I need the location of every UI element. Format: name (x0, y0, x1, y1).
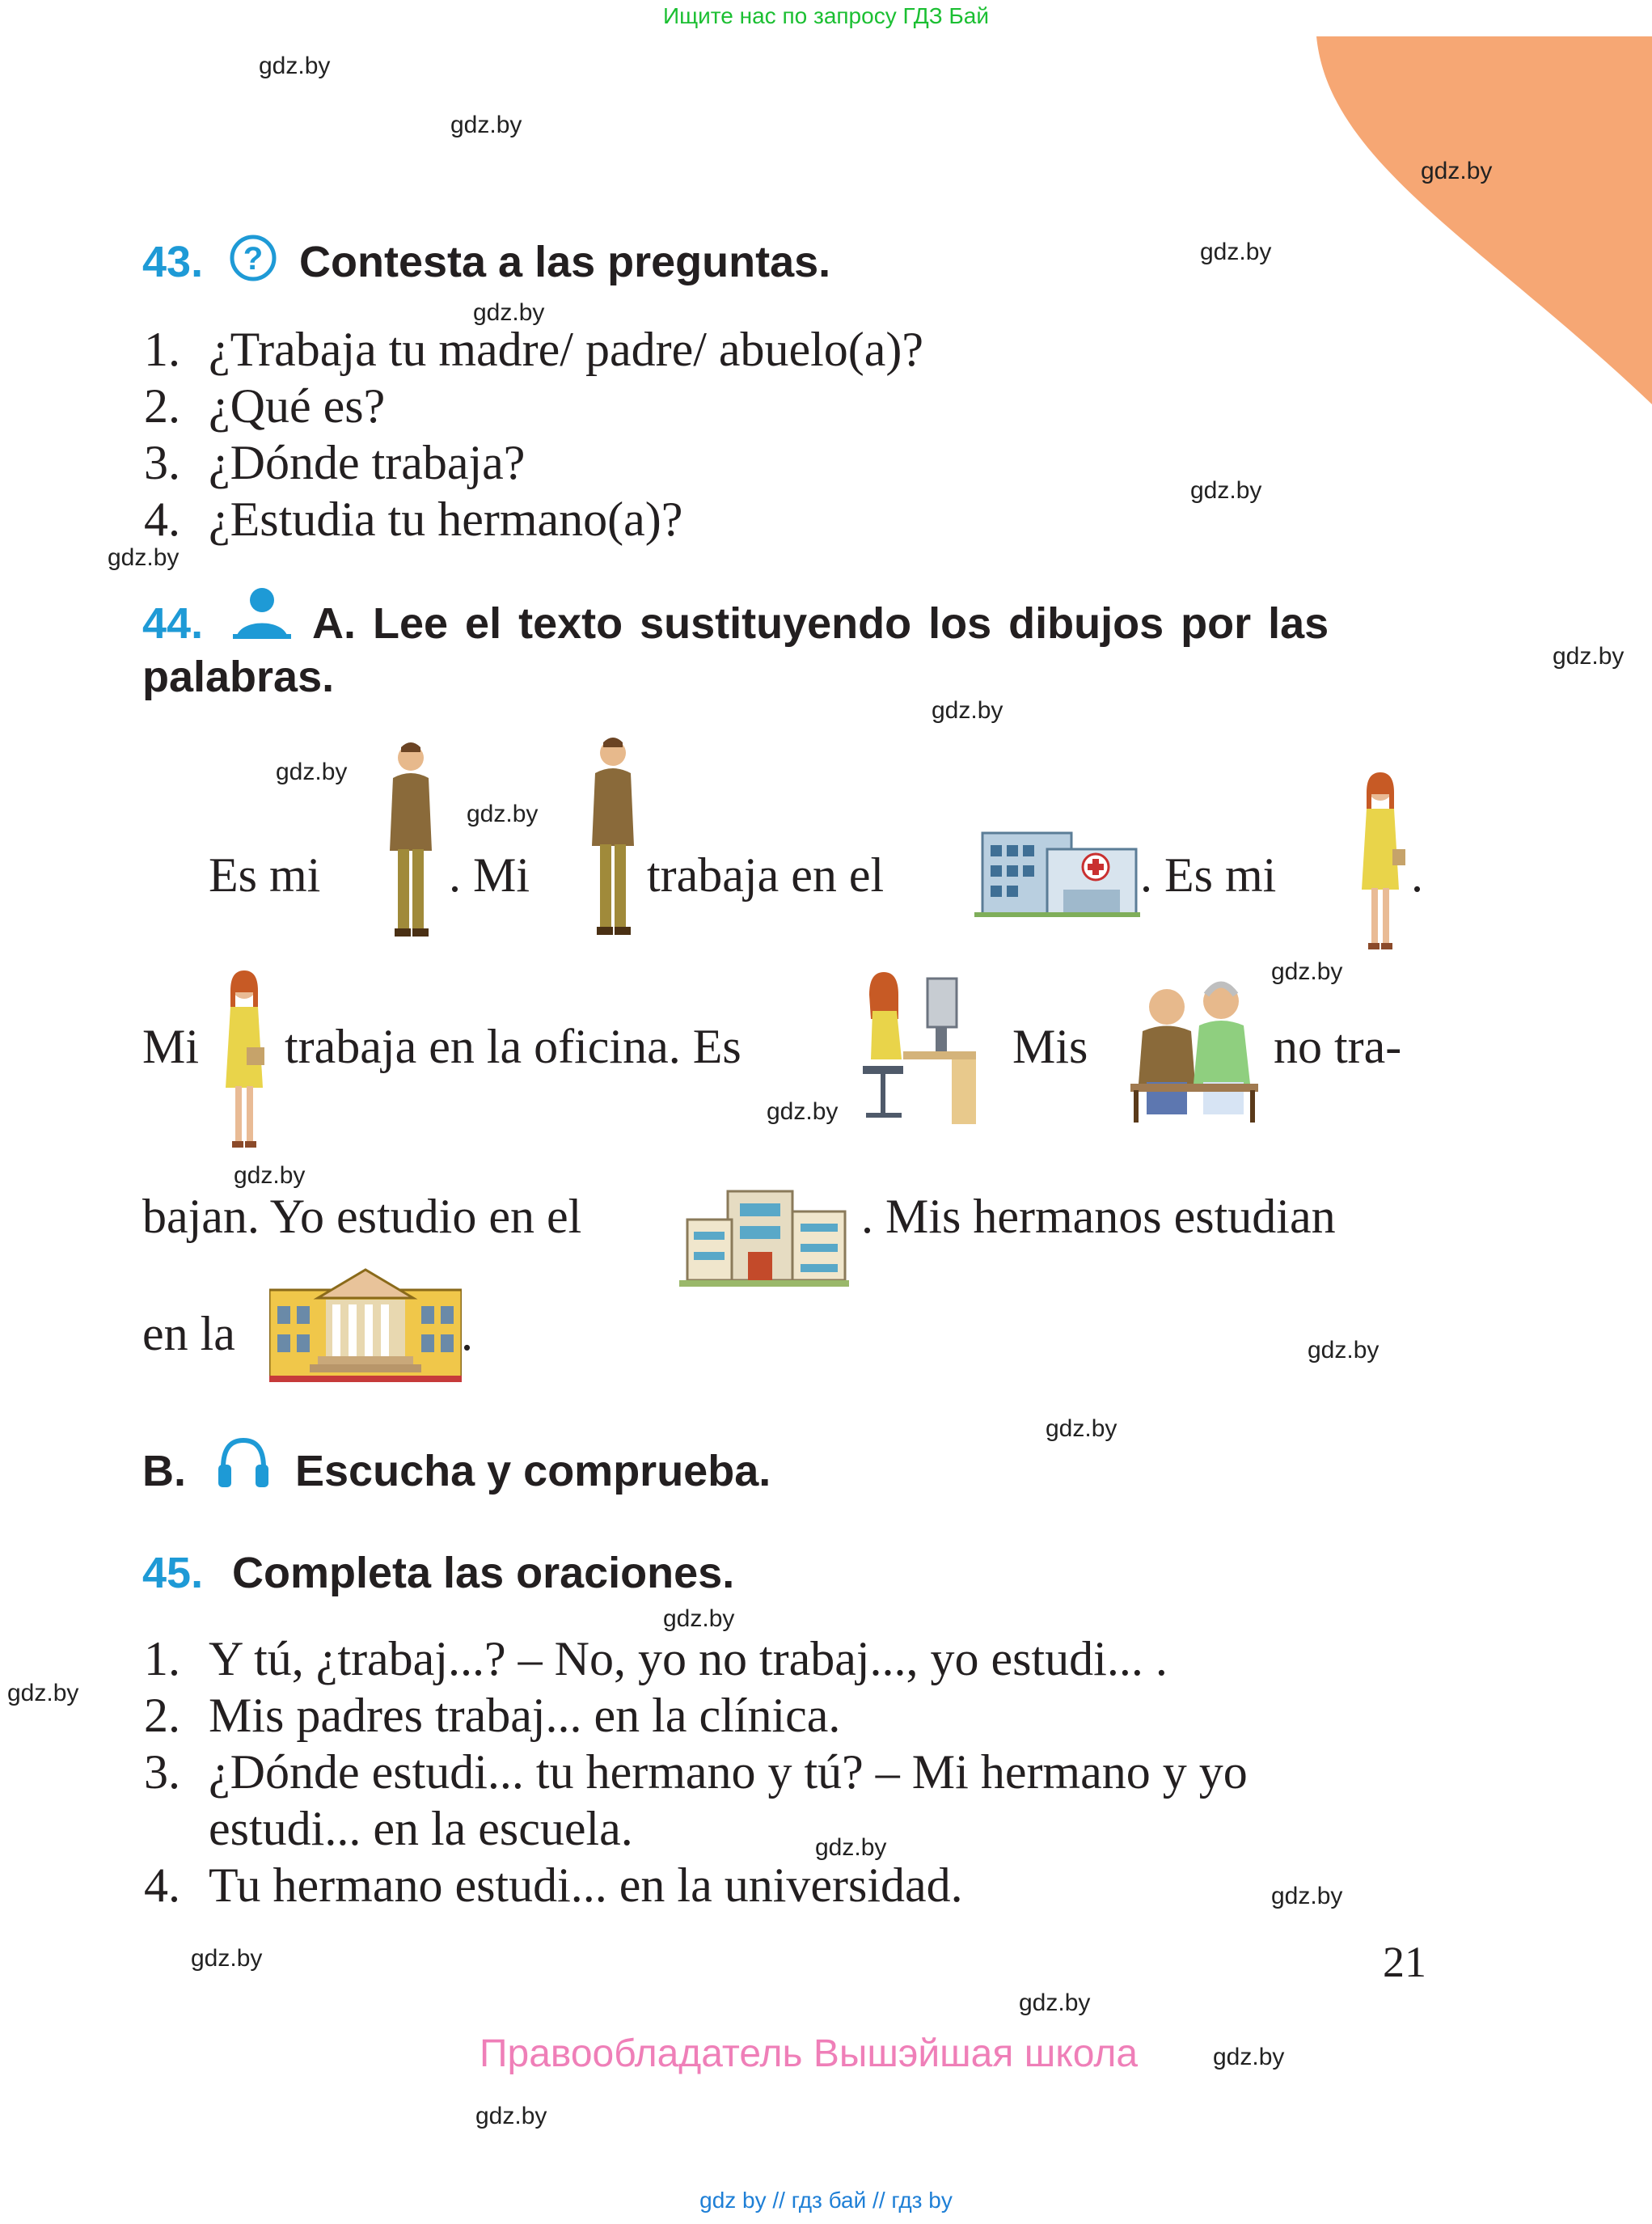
exercise-title: A. Lee el texto sustituyendo los dibujos por las (312, 599, 1329, 648)
exercise-number: 44. (142, 599, 204, 648)
search-note[interactable]: Ищите нас по запросу ГДЗ Бай (662, 3, 990, 28)
list-item: 3. ¿Dónde estudi... tu hermano y tú? – Mi hermano y yo (144, 1745, 1248, 1799)
list-item: estudi... en la escuela. (209, 1802, 633, 1855)
watermark: gdz.by (1213, 2044, 1285, 2070)
list-item: 1. Y tú, ¿trabaj...? – No, yo no trabaj..., yo estudi... . (144, 1632, 1168, 1685)
office-worker-picture (855, 962, 976, 1124)
list-item: 1. ¿Trabaja tu madre/ padre/ abuelo(a)? (144, 323, 924, 376)
grandparents-picture (1122, 970, 1264, 1124)
list-item: 3. ¿Dónde trabaja? (144, 436, 526, 489)
watermark: gdz.by (767, 1098, 839, 1125)
page-number: 21 (1383, 1938, 1426, 1986)
watermark: gdz.by (475, 2103, 547, 2129)
exercise-title: Contesta a las preguntas. (299, 238, 831, 286)
exercise-title: Completa las oraciones. (232, 1549, 735, 1597)
watermark: gdz.by (932, 697, 1003, 724)
watermark: gdz.by (473, 299, 545, 326)
university-picture (269, 1266, 462, 1387)
text-segment: Mi (142, 1020, 200, 1073)
list-item: 2. ¿Qué es? (144, 379, 386, 433)
part-b-title: Escucha y comprueba. (295, 1447, 771, 1495)
text-segment: Mis (1012, 1020, 1088, 1073)
watermark: gdz.by (191, 1945, 263, 1972)
text-segment: en la (142, 1307, 235, 1360)
text-segment: trabaja en la oficina. Es (285, 1020, 741, 1073)
text-segment: no tra- (1274, 1020, 1402, 1073)
corner-decoration (1280, 0, 1652, 421)
watermark: gdz.by (1271, 958, 1343, 985)
text-segment: Es mi (209, 848, 321, 902)
text-segment: trabaja en el (647, 848, 885, 902)
copyright-owner: Правообладатель Вышэйшая школа (480, 2032, 1139, 2075)
watermark: gdz.by (276, 759, 348, 785)
man-picture (378, 738, 443, 944)
exercise-number: 45. (142, 1549, 204, 1597)
watermark: gdz.by (815, 1834, 887, 1861)
list-item: 2. Mis padres trabaj... en la clínica. (144, 1689, 841, 1742)
exercise-43-header (142, 237, 203, 287)
footer-links[interactable]: gdz by // гдз бай // гдз by (699, 2188, 953, 2213)
list-item: 4. ¿Estudia tu hermano(a)? (144, 493, 683, 546)
watermark: gdz.by (1271, 1883, 1343, 1909)
list-item: 4. Tu hermano estudi... en la universidad. (144, 1858, 963, 1912)
exercise-title-cont: palabras. (142, 653, 335, 701)
text-segment: . (1411, 848, 1423, 902)
exercise-number: 43. (142, 238, 204, 286)
text-segment: . Mi (449, 848, 530, 902)
man-picture (581, 733, 645, 943)
svg-text:?: ? (243, 241, 264, 277)
question-icon (230, 235, 277, 281)
watermark: gdz.by (450, 112, 522, 138)
watermark: gdz.by (1421, 158, 1493, 184)
watermark: gdz.by (1553, 643, 1625, 670)
headphones-icon (217, 1435, 270, 1492)
watermark: gdz.by (234, 1162, 306, 1189)
watermark: gdz.by (259, 53, 331, 79)
text-segment: . Mis hermanos estudian (861, 1190, 1336, 1243)
woman-picture (214, 966, 275, 1154)
text-segment: . Es mi (1140, 848, 1277, 902)
person-icon (230, 584, 294, 641)
watermark: gdz.by (1308, 1337, 1379, 1364)
watermark: gdz.by (467, 801, 539, 827)
watermark: gdz.by (1190, 477, 1262, 504)
watermark: gdz.by (1046, 1415, 1118, 1442)
school-picture (679, 1187, 849, 1288)
watermark: gdz.by (1019, 1989, 1091, 2016)
hospital-picture (974, 817, 1140, 918)
woman-picture (1352, 768, 1409, 954)
text-segment: . (461, 1307, 473, 1360)
text-segment: bajan. Yo estudio en el (142, 1190, 582, 1243)
watermark: gdz.by (1200, 239, 1272, 265)
part-b-label: B. (142, 1447, 186, 1495)
watermark: gdz.by (108, 544, 180, 571)
watermark: gdz.by (663, 1605, 735, 1632)
watermark: gdz.by (7, 1680, 79, 1706)
